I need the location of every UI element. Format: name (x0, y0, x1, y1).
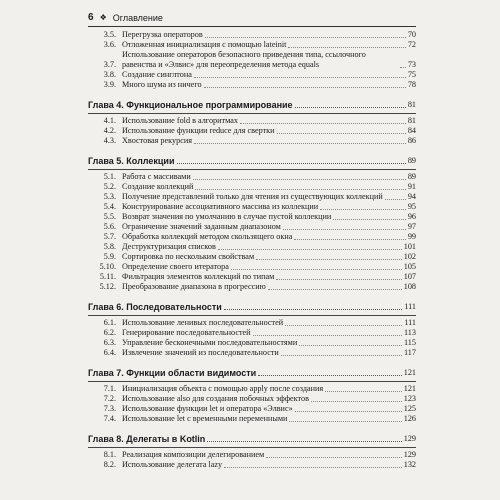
chapter-page-number: 111 (404, 302, 416, 311)
chapter-title: Глава 5. Коллекции (88, 156, 175, 166)
chapter-heading[interactable] (88, 99, 416, 111)
toc-entry[interactable] (88, 172, 416, 182)
toc-entry[interactable] (88, 394, 416, 404)
leader-dots (285, 325, 402, 326)
section-page-number: 97 (407, 222, 416, 231)
section-page-number: 78 (407, 80, 416, 89)
leader-dots (283, 229, 406, 230)
section-page-number: 108 (403, 282, 416, 291)
leader-dots (194, 77, 406, 78)
running-header (88, 12, 163, 23)
section-page-number: 89 (407, 172, 416, 181)
section-page-number: 101 (403, 242, 416, 251)
section-number: 4.2. (103, 126, 116, 135)
section-page-number: 121 (403, 384, 416, 393)
section-number: 5.5. (103, 212, 116, 221)
section-number: 8.2. (103, 460, 116, 469)
leader-dots (218, 249, 402, 250)
section-number: 6.2. (103, 328, 116, 337)
leader-dots (195, 189, 405, 190)
section-number: 5.12. (99, 282, 116, 291)
section-title: Определение своего итератора (122, 262, 229, 271)
section-page-number: 123 (403, 394, 416, 403)
toc-entry[interactable] (88, 40, 416, 50)
section-number: 4.3. (103, 136, 116, 145)
section-page-number: 115 (404, 338, 416, 347)
leader-dots (311, 401, 402, 402)
section-number: 5.3. (103, 192, 116, 201)
section-title: Хвостовая рекурсия (122, 136, 192, 145)
section-number: 3.7. (103, 60, 116, 69)
table-of-contents (88, 30, 416, 470)
section-title: Отложенная инициализация с помощью lateinit (122, 40, 287, 49)
chapter-page-number: 81 (407, 100, 416, 109)
section-title: Использование ленивых последовательностей (122, 318, 284, 327)
section-page-number: 125 (403, 404, 416, 413)
toc-entry[interactable] (88, 242, 416, 252)
leader-dots (258, 375, 402, 376)
section-page-number: 126 (403, 414, 416, 423)
section-number: 7.1. (103, 384, 116, 393)
section-page-number: 99 (407, 232, 416, 241)
leader-dots (333, 219, 406, 220)
leader-dots (231, 269, 402, 270)
section-title: Получение представлений только для чтения из существующих коллекций (122, 192, 383, 201)
leader-dots (400, 67, 406, 68)
toc-entry[interactable] (88, 30, 416, 40)
section-page-number: 96 (407, 212, 416, 221)
section-page-number: 132 (403, 460, 416, 469)
section-number: 5.11. (99, 272, 116, 281)
section-title: Управление бесконечными последовательностями (122, 338, 298, 347)
toc-entry[interactable] (88, 450, 416, 460)
leader-dots (240, 123, 406, 124)
leader-dots (325, 391, 402, 392)
section-number: 6.1. (103, 318, 116, 327)
section-page-number: 113 (404, 328, 416, 337)
section-title: Ограничение значений заданным диапазоном (122, 222, 281, 231)
section-title: Обработка коллекций методом скользящего окна (122, 232, 293, 241)
section-number: 3.6. (103, 40, 116, 49)
toc-entry[interactable] (88, 212, 416, 222)
section-page-number: 81 (407, 116, 416, 125)
section-number: 3.8. (103, 70, 116, 79)
leader-dots (224, 309, 402, 310)
section-page-number: 95 (407, 202, 416, 211)
leader-dots (256, 259, 402, 260)
chapter-heading[interactable] (88, 155, 416, 167)
section-title: Много шума из ничего (122, 80, 202, 89)
leader-dots (205, 37, 406, 38)
chapter-heading[interactable] (88, 301, 416, 313)
section-number: 5.2. (103, 182, 116, 191)
section-title: Создание коллекций (122, 182, 194, 191)
section-title: Преобразование диапазона в прогрессию (122, 282, 266, 291)
section-title: Использование fold в алгоритмах (122, 116, 238, 125)
leader-dots (295, 107, 406, 108)
toc-entry[interactable] (88, 272, 416, 282)
leader-dots (177, 163, 406, 164)
toc-entry[interactable] (88, 348, 416, 358)
leader-dots (289, 421, 401, 422)
header-title: Оглавление (112, 12, 163, 23)
section-page-number: 94 (407, 192, 416, 201)
toc-entry[interactable] (88, 222, 416, 232)
section-title: Использование let с временными переменными (122, 414, 288, 423)
section-number: 5.9. (103, 252, 116, 261)
section-number: 7.2. (103, 394, 116, 403)
section-title: Возврат значения по умолчанию в случае пустой коллекции (122, 212, 332, 221)
toc-entry[interactable] (88, 70, 416, 80)
leader-dots (207, 441, 401, 442)
section-title: Использование функции let и оператора «Элвис» (122, 404, 293, 413)
section-title: Фильтрация элементов коллекций по типам (122, 272, 275, 281)
leader-dots (266, 457, 402, 458)
chapter-rule (88, 113, 416, 114)
leader-dots (281, 355, 402, 356)
toc-entry[interactable] (88, 404, 416, 414)
toc-entry[interactable] (88, 262, 416, 272)
section-title: Создание синглтона (122, 70, 192, 79)
chapter-page-number: 89 (407, 156, 416, 165)
section-page-number: 102 (403, 252, 416, 261)
chapter-title: Глава 8. Делегаты в Kotlin (88, 434, 206, 444)
section-title: Реализация композиции делегированием (122, 450, 265, 459)
header-page-number: 6 (88, 12, 94, 23)
chapter-title: Глава 7. Функции области видимости (88, 368, 257, 378)
leader-dots (194, 143, 406, 144)
section-number: 4.1. (103, 116, 116, 125)
section-title: Сортировка по нескольким свойствам (122, 252, 255, 261)
header-rule (88, 26, 416, 27)
toc-entry[interactable] (88, 384, 416, 394)
section-title: Извлечение значений из последовательности (122, 348, 279, 357)
section-page-number: 73 (407, 60, 416, 69)
section-page-number: 91 (407, 182, 416, 191)
toc-entry[interactable] (88, 232, 416, 242)
leader-dots (294, 239, 405, 240)
leader-dots (288, 47, 405, 48)
toc-entry[interactable] (88, 328, 416, 338)
chapter-heading[interactable] (88, 433, 416, 445)
chapter-heading[interactable] (88, 367, 416, 379)
section-number: 5.7. (103, 232, 116, 241)
toc-entry[interactable] (88, 202, 416, 212)
toc-entry[interactable] (88, 282, 416, 292)
leader-dots (385, 199, 406, 200)
chapter-rule (88, 169, 416, 170)
section-page-number: 70 (407, 30, 416, 39)
section-page-number: 117 (404, 348, 416, 357)
toc-entry[interactable] (88, 252, 416, 262)
diamond-ornament-icon: ❖ (99, 13, 107, 22)
section-page-number: 84 (407, 126, 416, 135)
section-number: 7.4. (103, 414, 116, 423)
leader-dots (295, 411, 402, 412)
toc-entry[interactable] (88, 182, 416, 192)
leader-dots (320, 209, 406, 210)
toc-entry[interactable] (88, 136, 416, 146)
toc-entry[interactable] (88, 318, 416, 328)
chapter-rule (88, 315, 416, 316)
toc-entry[interactable] (88, 126, 416, 136)
chapter-rule (88, 447, 416, 448)
section-page-number: 111 (404, 318, 416, 327)
leader-dots (268, 289, 402, 290)
section-title: Работа с массивами (122, 172, 191, 181)
section-number: 5.10. (99, 262, 116, 271)
section-number: 5.1. (103, 172, 116, 181)
section-page-number: 86 (407, 136, 416, 145)
section-title: Использование делегата lazy (122, 460, 223, 469)
toc-entry[interactable] (88, 192, 416, 202)
section-page-number: 105 (403, 262, 416, 271)
section-number: 3.5. (103, 30, 116, 39)
chapter-rule (88, 381, 416, 382)
leader-dots (204, 87, 406, 88)
section-number: 7.3. (103, 404, 116, 413)
toc-entry[interactable] (88, 414, 416, 424)
section-title: Использование функции reduce для свертки (122, 126, 275, 135)
section-title: Использование операторов безопасного приведения типа, ссылочного равенства и «Элвис» для переопределения метода equals (122, 50, 366, 69)
section-number: 8.1. (103, 450, 116, 459)
section-number: 5.8. (103, 242, 116, 251)
chapter-title: Глава 4. Функциональное программирование (88, 100, 293, 110)
section-title: Генерирование последовательностей (122, 328, 251, 337)
section-page-number: 75 (407, 70, 416, 79)
leader-dots (276, 279, 401, 280)
toc-entry[interactable] (88, 50, 416, 70)
section-page-number: 107 (403, 272, 416, 281)
chapter-title: Глава 6. Последовательности (88, 302, 222, 312)
section-title: Перегрузка операторов (122, 30, 203, 39)
section-number: 6.3. (103, 338, 116, 347)
section-number: 5.4. (103, 202, 116, 211)
toc-entry[interactable] (88, 116, 416, 126)
leader-dots (277, 133, 406, 134)
toc-entry[interactable] (88, 460, 416, 470)
section-title: Конструирование ассоциативного массива из коллекции (122, 202, 319, 211)
section-title: Инициализация объекта с помощью apply после создания (122, 384, 324, 393)
section-title: Деструктуризация списков (122, 242, 216, 251)
section-page-number: 72 (407, 40, 416, 49)
section-number: 6.4. (103, 348, 116, 357)
leader-dots (193, 179, 406, 180)
chapter-page-number: 129 (403, 434, 416, 443)
section-number: 5.6. (103, 222, 116, 231)
section-title: Использование also для создания побочных эффектов (122, 394, 309, 403)
section-page-number: 129 (403, 450, 416, 459)
leader-dots (299, 345, 402, 346)
chapter-page-number: 121 (403, 368, 416, 377)
toc-entry[interactable] (88, 338, 416, 348)
leader-dots (224, 467, 402, 468)
toc-entry[interactable] (88, 80, 416, 90)
leader-dots (253, 335, 402, 336)
section-number: 3.9. (103, 80, 116, 89)
